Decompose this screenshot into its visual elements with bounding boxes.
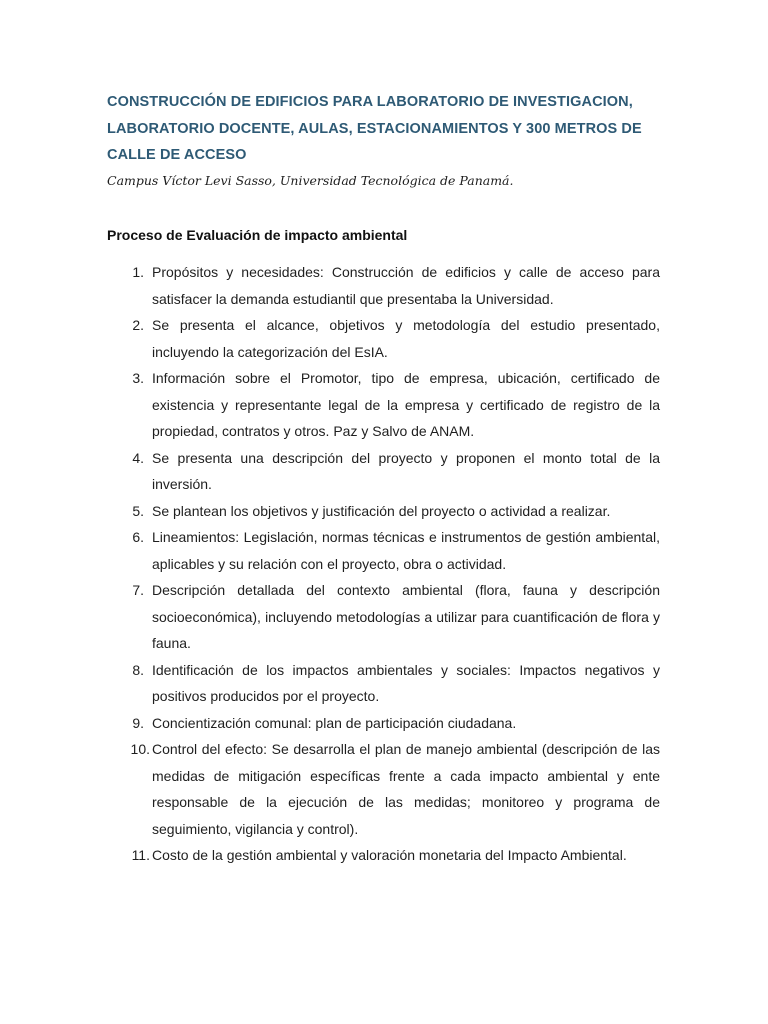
list-item: [107, 312, 660, 365]
list-item-number: 1.: [132, 264, 144, 280]
list-item-number: 2.: [132, 317, 144, 333]
list-item: [107, 736, 660, 842]
list-item-text: Concientización comunal: plan de participación ciudadana.: [152, 714, 517, 731]
list-item-text: Información sobre el Promotor, tipo de empresa, ubicación, certificado de existencia y representante legal de la empresa y certificado de registro de la propiedad, contratos y otros. Paz y Salvo de ANAM.: [152, 370, 660, 439]
list-item-number: 4.: [132, 449, 144, 466]
list-item-number: 3.: [132, 370, 144, 386]
list-item: [107, 524, 660, 577]
list-item-text: Descripción detallada del contexto ambiental (flora, fauna y descripción socioeconómica), incluyendo metodologías a utilizar para cuantificación de flora y fauna.: [152, 582, 660, 651]
list-item-number: 11.: [131, 847, 150, 863]
document-subtitle: Campus Víctor Levi Sasso, Universidad Tecnológica de Panamá.: [107, 173, 514, 188]
list-item-number: 5.: [132, 502, 144, 519]
list-item-number: 7.: [132, 582, 144, 598]
list-item-text: Se presenta el alcance, objetivos y metodología del estudio presentado, incluyendo la categorización del EsIA.: [152, 317, 660, 360]
list-item-text: Control del efecto: Se desarrolla el plan de manejo ambiental (descripción de las medidas de mitigación específicas frente a cada impacto ambiental y ente responsable de la ejecución de las medidas; monitoreo y programa de seguimiento, vigilancia y control).: [152, 741, 660, 837]
list-item-text: Lineamientos: Legislación, normas técnicas e instrumentos de gestión ambiental, aplicables y su relación con el proyecto, obra o actividad.: [152, 529, 660, 572]
list-item-text: Se plantean los objetivos y justificación del proyecto o actividad a realizar.: [152, 502, 611, 519]
section-heading: Proceso de Evaluación de impacto ambiental: [107, 227, 408, 243]
list-item: [107, 365, 660, 445]
list-item-number: 9.: [132, 714, 144, 731]
list-item: [107, 498, 660, 525]
list-item: [107, 259, 660, 312]
list-item-text: Propósitos y necesidades: Construcción de edificios y calle de acceso para satisfacer la demanda estudiantil que presentaba la Universidad.: [152, 264, 660, 307]
list-item: [107, 445, 660, 498]
list-item-text: Costo de la gestión ambiental y valoración monetaria del Impacto Ambiental.: [152, 847, 627, 863]
list-item-number: 8.: [132, 661, 144, 678]
list-item: [107, 657, 660, 710]
list-item: [107, 842, 660, 869]
list-item-number: 6.: [132, 529, 144, 545]
list-item-text: Se presenta una descripción del proyecto y proponen el monto total de la inversión.: [152, 449, 660, 492]
document-title: CONSTRUCCIÓN DE EDIFICIOS PARA LABORATORIO DE INVESTIGACION, LABORATORIO DOCENTE, AULAS, ESTACIONAMIENTOS Y 300 METROS DE CALLE DE ACCESO: [107, 94, 642, 163]
list-item: [107, 577, 660, 657]
list-item: [107, 710, 660, 737]
list-item-number: 10.: [130, 741, 150, 757]
process-list: [107, 259, 660, 869]
list-item-text: Identificación de los impactos ambientales y sociales: Impactos negativos y positivos producidos por el proyecto.: [152, 661, 660, 704]
